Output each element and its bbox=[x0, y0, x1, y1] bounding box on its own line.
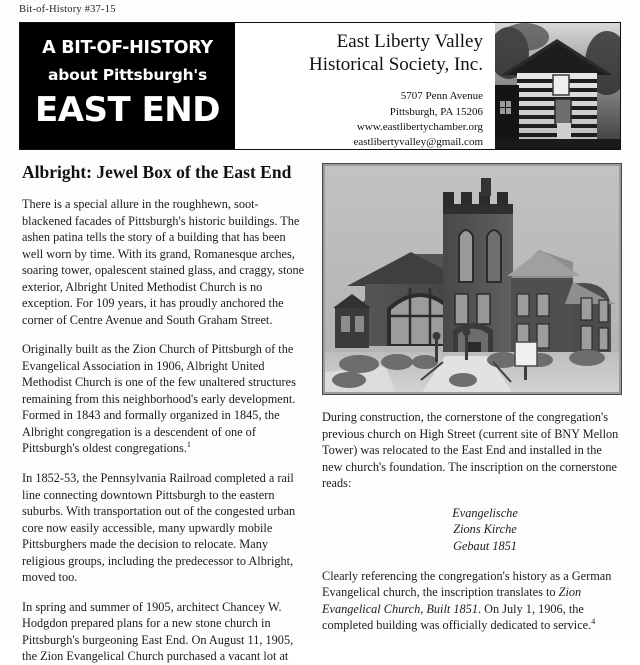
masthead-line-3: EAST END bbox=[35, 90, 220, 131]
paragraph-text: During construction, the cornerstone of the congregation's previous church on High Street (current site of BNY Mellon Tower) was relocated to the East End and installed in the new church's foundation. The inscription on the cornerstone reads: bbox=[322, 410, 619, 491]
inscription-line-1: Evangelische bbox=[452, 505, 518, 520]
body-paragraph-4 bbox=[22, 599, 308, 665]
albright-church-photo bbox=[322, 163, 622, 395]
society-city-state-zip: Pittsburgh, PA 15206 bbox=[389, 105, 483, 118]
society-email[interactable]: eastlibertyvalley@gmail.com bbox=[353, 135, 483, 148]
body-paragraph-1 bbox=[22, 196, 308, 328]
paragraph-text: Originally built as the Zion Church of Pittsburgh of the Evangelical Association in 1906, Albright United Methodist Church is one of the few unaltered structures remaining from this neighborhood's early development. Formed in 1843 and formally organized in 1845, the Albright congregation is a descendent of one of Pittsburgh's oldest congregations. bbox=[22, 342, 296, 456]
footnote-marker[interactable]: 1 bbox=[186, 440, 191, 450]
society-website[interactable]: www.eastlibertychamber.org bbox=[356, 120, 483, 133]
article-title: Albright: Jewel Box of the East End bbox=[22, 162, 292, 182]
caption-paragraph-2 bbox=[322, 568, 622, 634]
cornerstone-inscription bbox=[322, 505, 622, 555]
society-name-line-1: East Liberty Valley bbox=[336, 31, 483, 52]
footnote-marker[interactable]: 4 bbox=[591, 617, 596, 627]
masthead-banner bbox=[19, 22, 621, 150]
log-cabin-photo bbox=[495, 23, 620, 149]
body-paragraph-3 bbox=[22, 470, 308, 586]
caption-paragraph-1 bbox=[322, 409, 622, 492]
church-illustration bbox=[325, 166, 619, 392]
masthead-line-2: about Pittsburgh's bbox=[47, 66, 208, 85]
body-paragraph-2 bbox=[22, 341, 308, 457]
society-contact-block bbox=[235, 89, 483, 150]
paragraph-text: There is a special allure in the roughhewn, soot-blackened facades of Pittsburgh's historic buildings. The ashen patina tells the story of a building that has been well worn by time. With its grand, Romanesque arches, soaring tower, opalescent stained glass, and craggy, stone exterior, Albright United Methodist Church is no exception. For 109 years, it has proudly anchored the corner of Centre Avenue and South Graham Street. bbox=[22, 197, 305, 327]
translated-title: Zion Evangelical Church, Built 1851 bbox=[322, 585, 582, 616]
paragraph-text: In 1852-53, the Pennsylvania Railroad completed a rail line connecting downtown Pittsburgh to the eastern suburbs. With transportation out of the congested urban core now easily accessible, many upwardly mobile Pittsburghers made the decision to relocate. Many religious groups, including the predecessor to Albright, moved too. bbox=[22, 470, 296, 585]
log-cabin-illustration bbox=[495, 23, 620, 149]
right-text-column bbox=[322, 163, 622, 634]
masthead-line-1: A BIT-OF-HISTORY bbox=[42, 38, 213, 58]
church-photo-image bbox=[325, 166, 619, 392]
inscription-line-3: Gebaut 1851 bbox=[453, 539, 517, 554]
paragraph-text-tail: . On July 1, 1906, the completed building was officially dedicated to service. bbox=[322, 601, 592, 633]
issue-label: Bit-of-History #37-15 bbox=[19, 4, 116, 15]
inscription-line-2: Zions Kirche bbox=[453, 522, 517, 537]
paragraph-text: In spring and summer of 1905, architect Chancey W. Hodgdon prepared plans for a new stone church in Pittsburgh's burgeoning East End. On August 11, 1905, the Zion Evangelical Church purchased a vacant lot at bbox=[22, 599, 294, 664]
society-name-line-2: Historical Society, Inc. bbox=[309, 54, 483, 76]
left-text-column bbox=[22, 162, 308, 665]
paragraph-text-lead: Clearly referencing the congregation's history as a German Evangelical church, the inscription translates to bbox=[322, 568, 612, 600]
masthead-title-block bbox=[20, 23, 235, 149]
masthead-society-block bbox=[235, 23, 495, 149]
society-address: 5707 Penn Avenue bbox=[400, 90, 483, 103]
